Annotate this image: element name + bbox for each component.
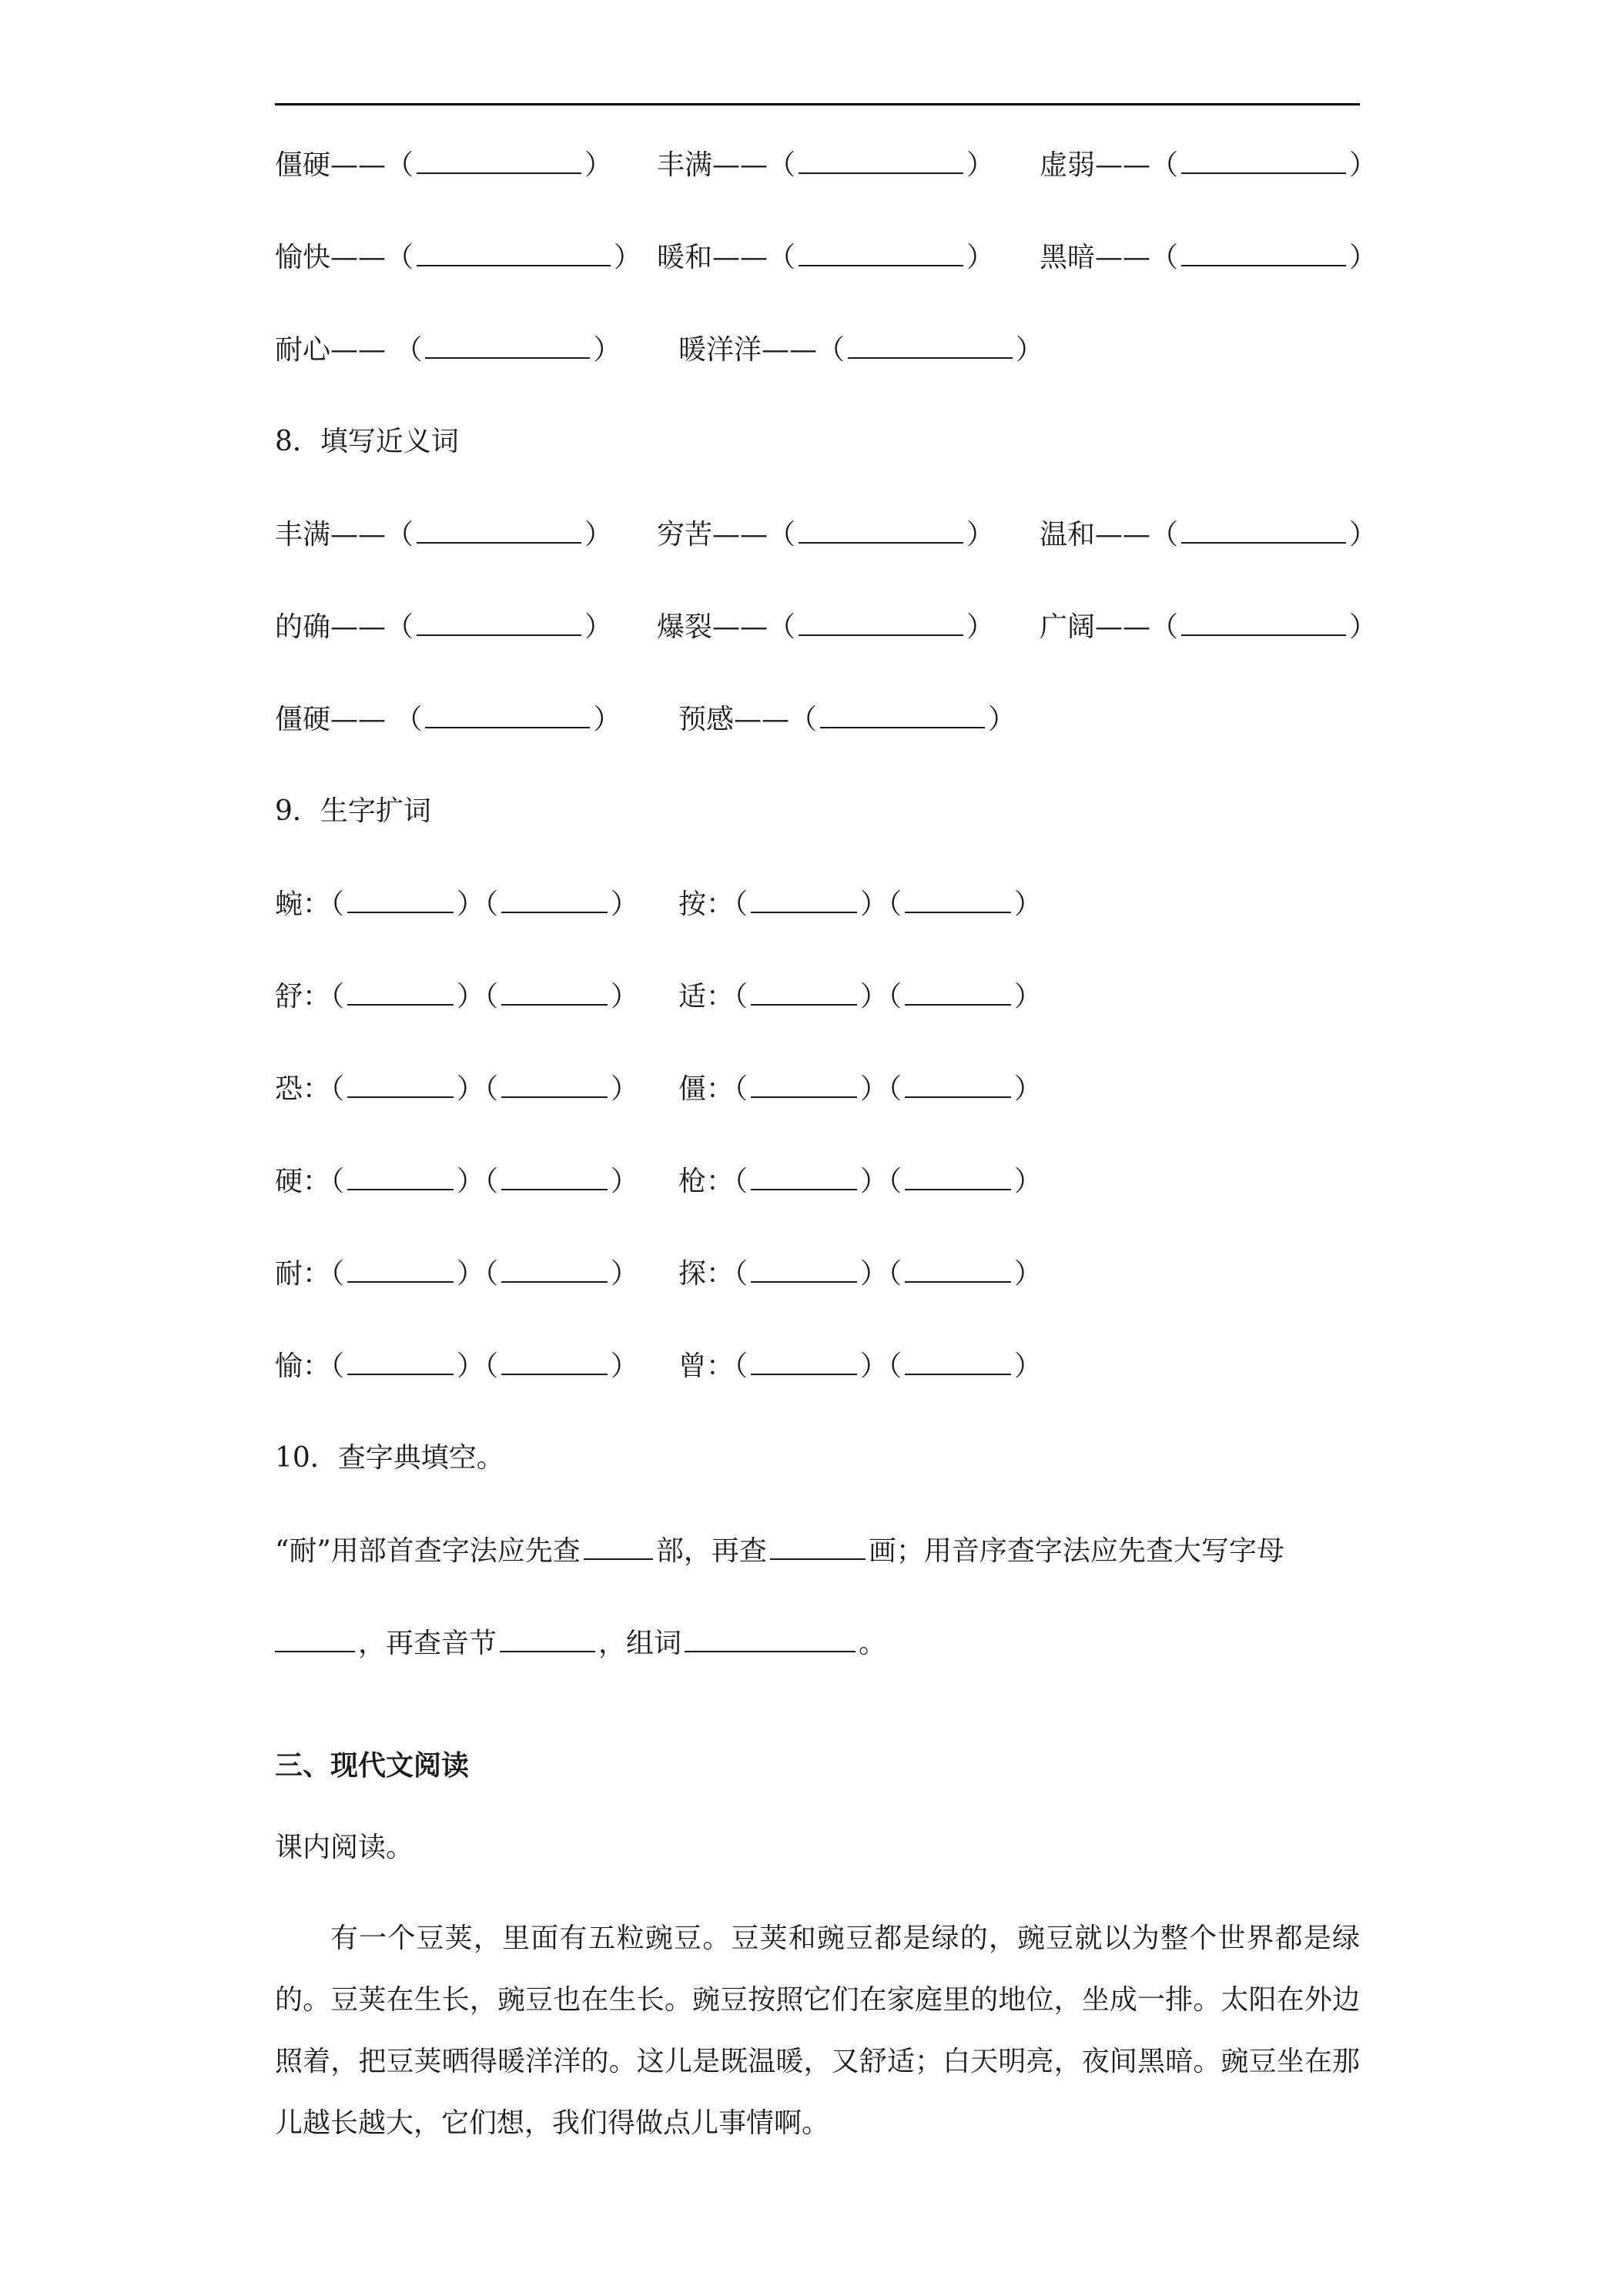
answer-blank[interactable] bbox=[799, 239, 963, 266]
q10-line-1: “耐”用部首查字法应先查 部，再查 画；用音序查字法应先查大写字母 bbox=[275, 1532, 1284, 1570]
q9-item: 愉：（ ）（ ） bbox=[275, 1347, 638, 1385]
q9-item: 枪：（ ）（ ） bbox=[678, 1163, 1042, 1200]
q7-item: 黑暗——（ ） bbox=[1040, 239, 1377, 276]
answer-blank[interactable] bbox=[905, 1347, 1011, 1375]
q9-item: 曾：（ ）（ ） bbox=[678, 1347, 1042, 1385]
q7-item: 虚弱——（ ） bbox=[1040, 146, 1377, 184]
q9-item: 适：（ ）（ ） bbox=[678, 978, 1042, 1016]
q9-item: 僵：（ ）（ ） bbox=[678, 1070, 1042, 1108]
answer-blank[interactable] bbox=[417, 516, 581, 544]
answer-blank[interactable] bbox=[905, 978, 1011, 1006]
answer-blank[interactable] bbox=[501, 1255, 608, 1283]
q7-item: 丰满——（ ） bbox=[657, 146, 994, 184]
q9-heading: 9．生字扩词 bbox=[275, 795, 431, 827]
q9-item: 硬：（ ）（ ） bbox=[275, 1163, 638, 1200]
q8-item: 预感——（ ） bbox=[678, 701, 1016, 738]
q10-line-2: ，再查音节 ，组词 。 bbox=[275, 1625, 886, 1662]
answer-blank[interactable] bbox=[501, 1347, 608, 1375]
passage-paragraph: 有一个豆荚，里面有五粒豌豆。豆荚和豌豆都是绿的，豌豆就以为整个世界都是绿的。豆荚在生长，豌豆也在生长。豌豆按照它们在家庭里的地位，坐成一排。太阳在外边照着，把豆荚晒得暖洋洋的。这儿是既温暖，又舒适；白天明亮，夜间黑暗。豌豆坐在那儿越长越大，它们想，我们得做点儿事情啊。 bbox=[275, 1923, 1360, 2139]
answer-blank[interactable] bbox=[347, 1255, 454, 1283]
answer-blank[interactable] bbox=[425, 331, 590, 359]
answer-blank[interactable] bbox=[501, 1070, 608, 1098]
answer-blank[interactable] bbox=[905, 1163, 1011, 1190]
q7-item: 暖和——（ ） bbox=[657, 239, 994, 276]
q7-item: 耐心—— （ ） bbox=[275, 331, 621, 369]
section-3-heading: 三、现代文阅读 bbox=[275, 1750, 470, 1782]
answer-blank[interactable] bbox=[417, 239, 611, 266]
answer-blank[interactable] bbox=[1181, 516, 1346, 544]
answer-blank[interactable] bbox=[751, 1347, 857, 1375]
q8-heading: 8．填写近义词 bbox=[275, 426, 459, 457]
q7-item: 僵硬——（ ） bbox=[275, 146, 612, 184]
header-rule bbox=[275, 103, 1360, 105]
reading-passage bbox=[275, 1908, 1360, 2154]
answer-blank[interactable] bbox=[751, 1163, 857, 1190]
answer-blank[interactable] bbox=[1181, 146, 1346, 174]
answer-blank[interactable] bbox=[848, 331, 1013, 359]
q7-item: 愉快——（ ） bbox=[275, 239, 641, 276]
q8-item: 僵硬—— （ ） bbox=[275, 701, 621, 738]
answer-blank[interactable] bbox=[275, 1625, 355, 1652]
q8-item: 温和——（ ） bbox=[1040, 516, 1377, 554]
answer-blank[interactable] bbox=[799, 608, 963, 636]
answer-blank[interactable] bbox=[417, 608, 581, 636]
answer-blank[interactable] bbox=[1181, 239, 1346, 266]
q7-item: 暖洋洋——（ ） bbox=[678, 331, 1043, 369]
q8-item: 的确——（ ） bbox=[275, 608, 612, 646]
answer-blank[interactable] bbox=[1181, 608, 1346, 636]
q8-item: 爆裂——（ ） bbox=[657, 608, 994, 646]
answer-blank[interactable] bbox=[905, 1070, 1011, 1098]
q9-item: 耐：（ ）（ ） bbox=[275, 1255, 638, 1293]
answer-blank[interactable] bbox=[417, 146, 581, 174]
q8-item: 广阔——（ ） bbox=[1040, 608, 1377, 646]
answer-blank[interactable] bbox=[347, 1070, 454, 1098]
answer-blank[interactable] bbox=[425, 701, 590, 728]
q9-item: 舒：（ ）（ ） bbox=[275, 978, 638, 1016]
answer-blank[interactable] bbox=[347, 978, 454, 1006]
q9-item: 蜿：（ ）（ ） bbox=[275, 885, 638, 923]
q8-item: 丰满——（ ） bbox=[275, 516, 612, 554]
q8-item: 穷苦——（ ） bbox=[657, 516, 994, 554]
answer-blank[interactable] bbox=[584, 1532, 653, 1560]
answer-blank[interactable] bbox=[820, 701, 985, 728]
answer-blank[interactable] bbox=[799, 516, 963, 544]
answer-blank[interactable] bbox=[770, 1532, 866, 1560]
q9-item: 探：（ ）（ ） bbox=[678, 1255, 1042, 1293]
answer-blank[interactable] bbox=[751, 1070, 857, 1098]
answer-blank[interactable] bbox=[905, 885, 1011, 913]
q9-item: 按：（ ）（ ） bbox=[678, 885, 1042, 923]
answer-blank[interactable] bbox=[500, 1625, 595, 1652]
answer-blank[interactable] bbox=[751, 885, 857, 913]
answer-blank[interactable] bbox=[347, 885, 454, 913]
q10-heading: 10．查字典填空。 bbox=[275, 1442, 504, 1474]
answer-blank[interactable] bbox=[685, 1625, 856, 1652]
answer-blank[interactable] bbox=[751, 978, 857, 1006]
answer-blank[interactable] bbox=[905, 1255, 1011, 1283]
answer-blank[interactable] bbox=[501, 1163, 608, 1190]
answer-blank[interactable] bbox=[751, 1255, 857, 1283]
section-3-subheading: 课内阅读。 bbox=[275, 1832, 414, 1863]
answer-blank[interactable] bbox=[799, 146, 963, 174]
answer-blank[interactable] bbox=[501, 885, 608, 913]
answer-blank[interactable] bbox=[347, 1347, 454, 1375]
answer-blank[interactable] bbox=[501, 978, 608, 1006]
answer-blank[interactable] bbox=[347, 1163, 454, 1190]
q9-item: 恐：（ ）（ ） bbox=[275, 1070, 638, 1108]
